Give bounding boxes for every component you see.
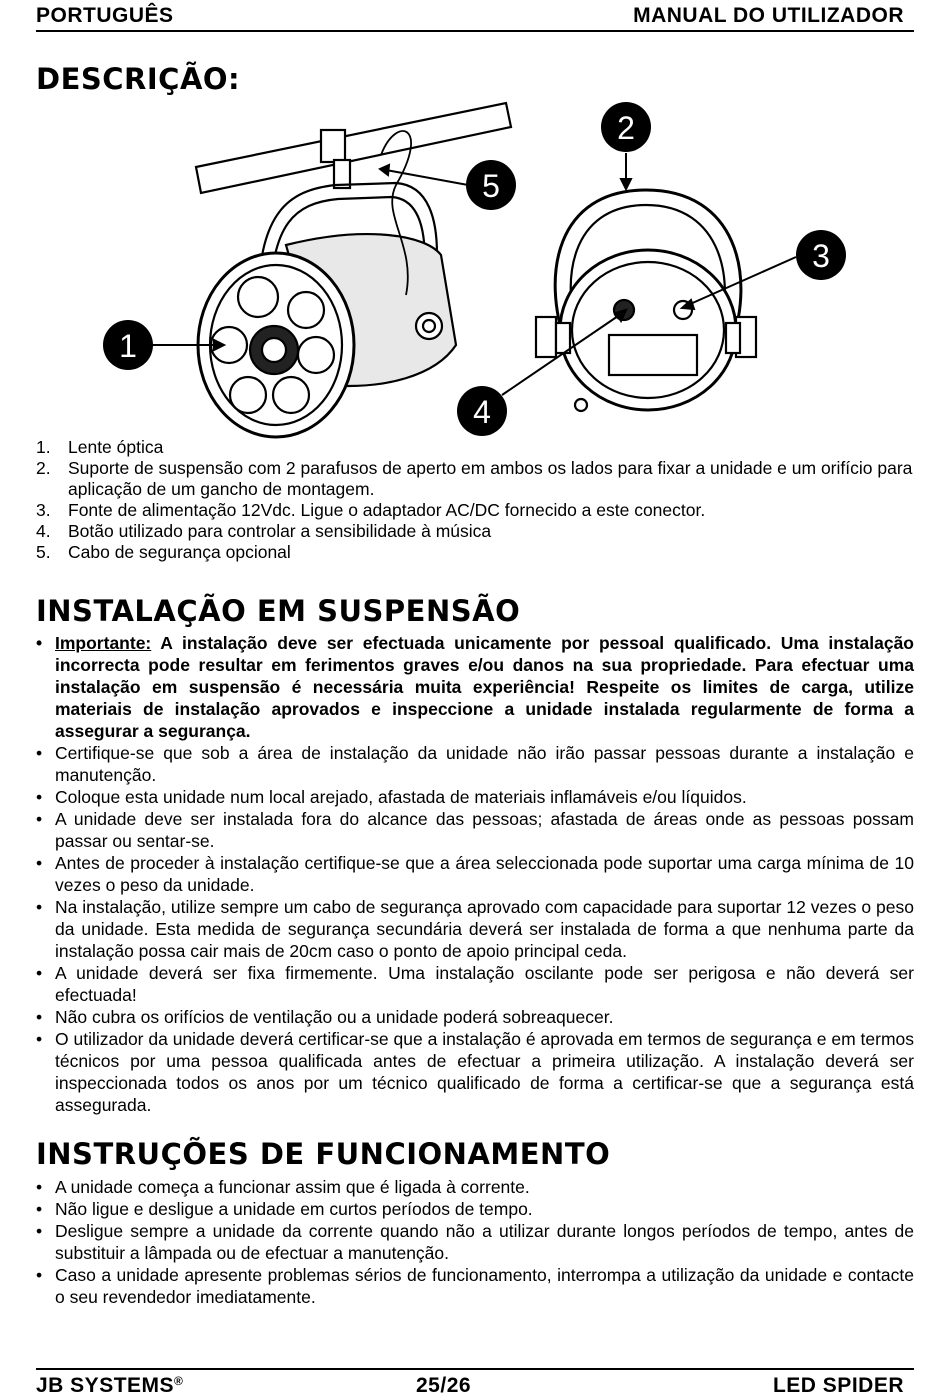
header-manual-title: MANUAL DO UTILIZADOR [633, 4, 904, 27]
svg-text:1: 1 [119, 328, 137, 364]
list-item: • Desligue sempre a unidade da corrente quando não a utilizar durante longos períodos de tempo, antes de substituir a lâmpada ou de efectuar a manutenção. [36, 1220, 914, 1264]
list-item: • Não cubra os orifícios de ventilação ou a unidade poderá sobreaquecer. [36, 1006, 914, 1028]
product-diagram [36, 95, 914, 440]
operation-heading: INSTRUÇÕES DE FUNCIONAMENTO [36, 1137, 611, 1171]
list-item: 3. Fonte de alimentação 12Vdc. Ligue o adaptador AC/DC fornecido a este conector. [36, 500, 706, 520]
important-notice: • Importante: A instalação deve ser efectuada unicamente por pessoal qualificado. Uma instalação incorrecta pode resultar em ferimentos graves e/ou danos na sua propriedade. Para efectuar uma instalação em suspensão é necessária muita experiência! Respeite os limites de carga, utilize materiais de instalação aprovados e inspeccione a unidade instalada regularmente de forma a assegurar a segurança. [36, 632, 914, 742]
callout-1 [103, 320, 153, 370]
callout-5 [466, 160, 516, 210]
description-heading: DESCRIÇÃO: [36, 62, 241, 96]
list-item: • Antes de proceder à instalação certifique-se que a área seleccionada pode suportar uma carga mínima de 10 vezes o peso da unidade. [36, 852, 914, 896]
list-item: 5. Cabo de segurança opcional [36, 542, 291, 562]
page-footer [36, 1368, 914, 1399]
page-header [36, 2, 914, 32]
list-item: • A unidade deverá ser fixa firmemente. Uma instalação oscilante pode ser perigosa e não deverá ser efectuada! [36, 962, 914, 1006]
installation-list [36, 632, 914, 1116]
list-item: 4. Botão utilizado para controlar a sensibilidade à música [36, 521, 492, 541]
page-number: 25/26 [416, 1374, 472, 1397]
list-item: • A unidade deve ser instalada fora do alcance das pessoas; afastada de áreas onde as pessoas possam passar ou sentar-se. [36, 808, 914, 852]
svg-text:5: 5 [482, 168, 500, 204]
callout-3 [796, 230, 846, 280]
list-item: • A unidade começa a funcionar assim que é ligada à corrente. [36, 1176, 914, 1198]
description-list [36, 437, 914, 563]
footer-brand: JB SYSTEMS® [36, 1374, 184, 1397]
list-item: • Caso a unidade apresente problemas sérios de funcionamento, interrompa a utilização da unidade e contacte o seu revendedor imediatamente. [36, 1264, 914, 1308]
footer-product: LED SPIDER [772, 1374, 904, 1397]
list-item: 2. Suporte de suspensão com 2 parafusos de aperto em ambos os lados para fixar a unidade e um orifício para aplicação de um gancho de montagem. [36, 458, 913, 499]
svg-text:3: 3 [812, 238, 830, 274]
list-item: 1. Lente óptica [36, 437, 164, 457]
rear-view-illustration [536, 190, 756, 411]
list-item: • Coloque esta unidade num local arejado, afastada de materiais inflamáveis e/ou líquidos. [36, 786, 914, 808]
list-item: • Na instalação, utilize sempre um cabo de segurança aprovado com capacidade para suportar 12 vezes o peso da unidade. Esta medida de segurança secundária deverá ser instalada de forma a que nenhuma parte da instalação possa cair mais de 20cm caso o ponto de apoio principal ceda. [36, 896, 914, 962]
list-item: • Não ligue e desligue a unidade em curtos períodos de tempo. [36, 1198, 914, 1220]
callout-4 [457, 386, 507, 436]
operation-list [36, 1176, 914, 1308]
svg-text:2: 2 [617, 110, 635, 146]
front-view-illustration [196, 103, 511, 437]
list-item: • Certifique-se que sob a área de instalação da unidade não irão passar pessoas durante a instalação e manutenção. [36, 742, 914, 786]
callout-2 [601, 102, 651, 152]
svg-text:4: 4 [473, 394, 491, 430]
installation-heading: INSTALAÇÃO EM SUSPENSÃO [36, 594, 521, 628]
list-item: • O utilizador da unidade deverá certificar-se que a instalação é aprovada em termos de segurança e em termos técnicos por uma pessoa qualificada antes de efectuar a primeira utilização. A instalação deverá ser inspeccionada todos os anos por um técnico qualificado de forma a certificar-se que a segurança está assegurada. [36, 1028, 914, 1116]
header-language: PORTUGUÊS [36, 4, 174, 27]
